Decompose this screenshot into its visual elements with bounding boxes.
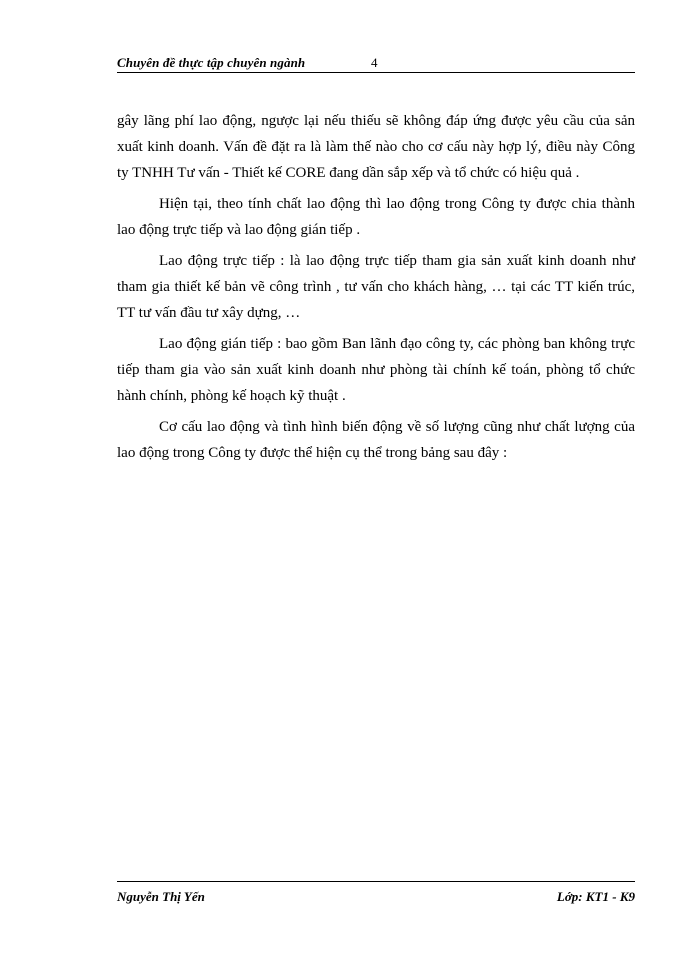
- document-body: [117, 108, 635, 471]
- page-footer: [117, 881, 635, 904]
- paragraph-2: Hiện tại, theo tính chất lao động thì lao động trong Công ty được chia thành lao động trực tiếp và lao động gián tiếp .: [117, 196, 635, 238]
- paragraph-4: Lao động gián tiếp : bao gồm Ban lãnh đạo công ty, các phòng ban không trực tiếp tham gia vào sản xuất kinh doanh như phòng tài chính kế toán, phòng tổ chức hành chính, phòng kế hoạch kỹ thuật .: [117, 336, 635, 404]
- paragraph-3: Lao động trực tiếp : là lao động trực tiếp tham gia sản xuất kinh doanh như tham gia thiết kế bản vẽ công trình , tư vấn cho khách hàng, … tại các TT kiến trúc, TT tư vấn đầu tư xây dựng, …: [117, 253, 635, 321]
- page-number: 4: [371, 55, 378, 70]
- author-name: Nguyễn Thị Yến: [117, 889, 205, 904]
- paragraph-1: gây lãng phí lao động, ngược lại nếu thiếu sẽ không đáp ứng được yêu cầu của sản xuất kinh doanh. Vấn đề đặt ra là làm thế nào cho cơ cấu này hợp lý, điều này Công ty TNHH Tư vấn - Thiết kế CORE đang dần sắp xếp và tổ chức có hiệu quả .: [117, 113, 635, 181]
- document-title: Chuyên đề thực tập chuyên ngành: [117, 55, 306, 70]
- page-header: [117, 54, 635, 73]
- class-label: Lớp: KT1 - K9: [556, 889, 635, 904]
- paragraph-5: Cơ cấu lao động và tình hình biến động về số lượng cũng như chất lượng của lao động trong Công ty được thể hiện cụ thể trong bảng sau đây :: [117, 419, 635, 461]
